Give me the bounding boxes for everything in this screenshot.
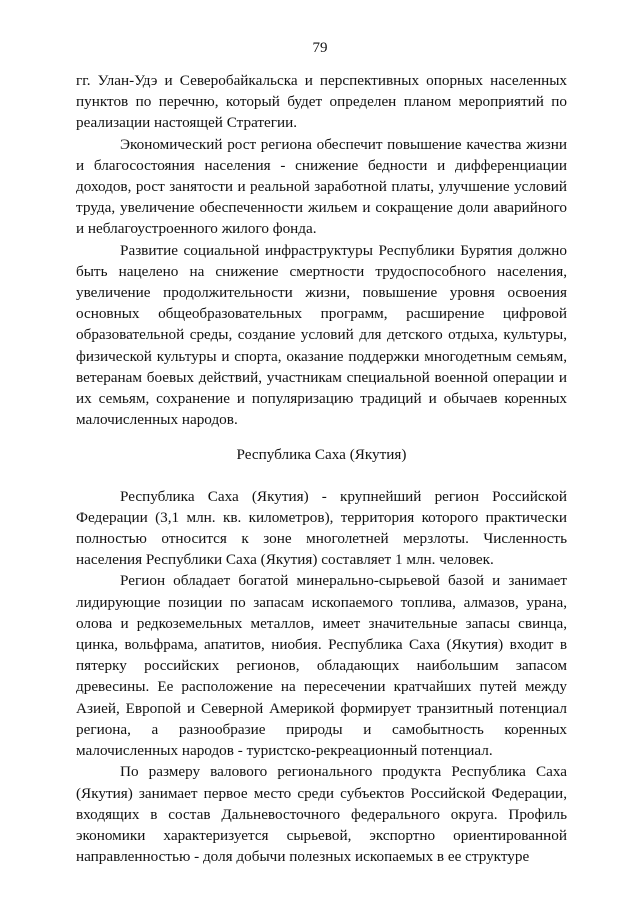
paragraph: По размеру валового регионального продукта Республика Саха (Якутия) занимает первое место среди субъектов Российской Федерации, входящих в состав Дальневосточного федерального округа. Профиль экономики характеризуется сырьевой, экспортно ориентированной направленностью - доля добычи полезных ископаемых в ее структуре [76, 763, 567, 866]
page-number: 79 [312, 40, 328, 56]
paragraph: гг. Улан-Удэ и Северобайкальска и перспективных опорных населенных пунктов по перечню, который будет определен планом мероприятий по реализации настоящей Стратегии. [76, 72, 567, 132]
section-heading: Республика Саха (Якутия) [236, 446, 407, 464]
paragraph: Республика Саха (Якутия) - крупнейший регион Российской Федерации (3,1 млн. кв. километров), территория которого практически полностью относится к зоне многолетней мерзлоты. Численность населения Республики Саха (Якутия) составляет 1 млн. человек. [76, 487, 567, 569]
paragraph: Развитие социальной инфраструктуры Республики Бурятия должно быть нацелено на снижение смертности трудоспособного населения, увеличение продолжительности жизни, повышение уровня освоения основных общеобразовательных программ, расширение цифровой образовательной среды, создание условий для детского отдыха, культуры, физической культуры и спорта, оказание поддержки многодетным семьям, ветеранам боевых действий, участникам специальной военной операции и их семьям, сохранение и популяризацию традиций и обычаев коренных малочисленных народов. [76, 241, 567, 429]
body-text [76, 70, 567, 867]
paragraph: Регион обладает богатой минерально-сырьевой базой и занимает лидирующие позиции по запасам ископаемого топлива, алмазов, урана, олова и редкоземельных металлов, имеет значительные запасы свинца, цинка, вольфрама, апатитов, ниобия. Республика Саха (Якутия) входит в пятерку российских регионов, обладающих наибольшим запасом древесины. Ее расположение на пересечении кратчайших путей между Азией, Европой и Северной Америкой формирует транзитный потенциал региона, а разнообразие природы и самобытность коренных малочисленных народов - туристско-рекреационный потенциал. [76, 572, 567, 760]
paragraph: Экономический рост региона обеспечит повышение качества жизни и благосостояния населения - снижение бедности и дифференциации доходов, рост занятости и реальной заработной платы, улучшение условий труда, увеличение обеспеченности жильем и сокращение доли аварийного и неблагоустроенного жилого фонда. [76, 135, 567, 238]
